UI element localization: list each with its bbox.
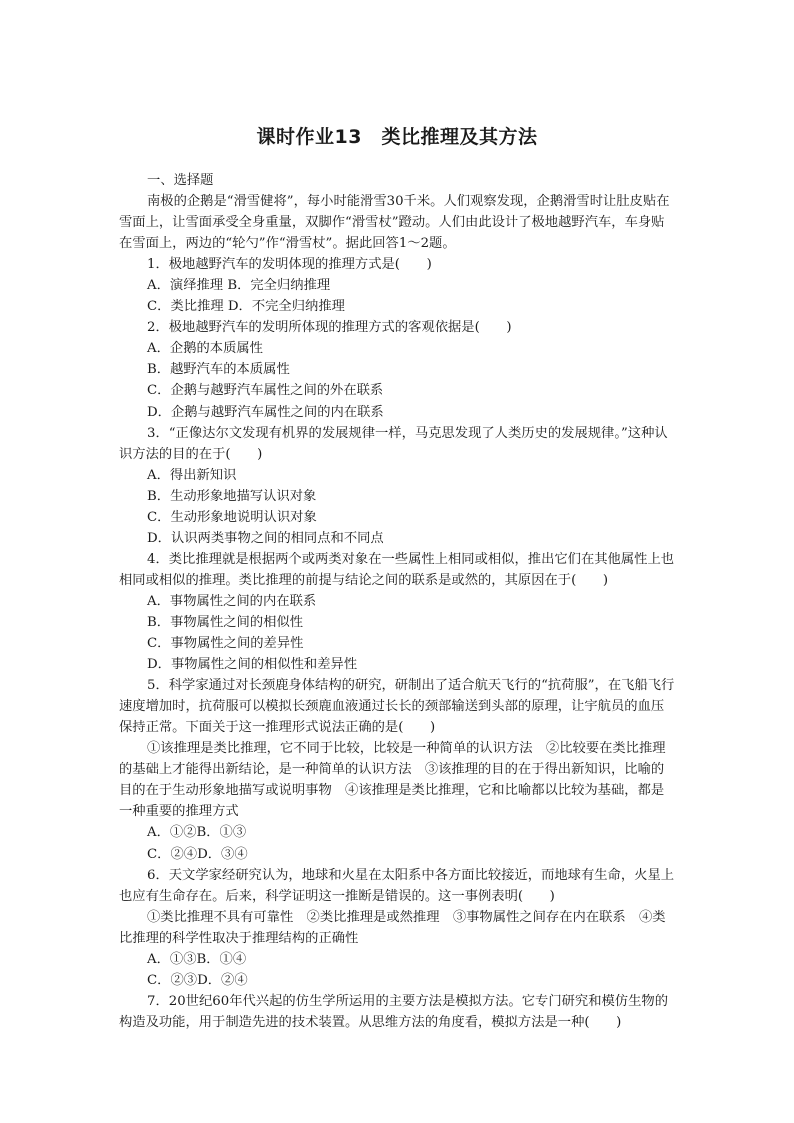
question-2-option-a: A．企鹅的本质属性 [147, 341, 263, 357]
question-6-statements: ①类比推理不具有可靠性 ②类比推理是或然推理 ③事物属性之间存在内在联系 ④类比推理的科学性取决于推理结构的正确性 [119, 909, 666, 946]
question-2-option-c: C．企鹅与越野汽车属性之间的外在联系 [147, 383, 384, 399]
page-title: 课时作业13 类比推理及其方法 [256, 126, 538, 148]
question-2-stem: 2．极地越野汽车的发明所体现的推理方式的客观依据是( ) [147, 320, 512, 336]
question-5-statements: ①该推理是类比推理，它不同于比较，比较是一种简单的认识方法 ②比较要在类比推理的基础上才能得出新结论，是一种简单的认识方法 ③该推理的目的在于得出新知识，比喻的目的在于生动形象地描写或说明事物 ④该推理是类比推理，它和比喻都以比较为基础，都是一种重要的推理方式 [119, 741, 666, 820]
question-5-options-cd: C．②④D．③④ [147, 846, 248, 862]
question-6-options-cd: C．②③D．②④ [147, 972, 248, 988]
question-3-option-a: A．得出新知识 [147, 467, 237, 483]
question-4-stem: 4．类比推理就是根据两个或两类对象在一些属性上相同或相似，推出它们在其他属性上也相同或相似的推理。类比推理的前提与结论之间的联系是或然的，其原因在于( ) [119, 551, 675, 588]
question-3-option-d: D．认识两类事物之间的相同点和不同点 [147, 530, 384, 546]
question-2-option-b: B．越野汽车的本质属性 [147, 362, 290, 378]
question-3-option-c: C．生动形象地说明认识对象 [147, 509, 317, 525]
question-5-stem: 5．科学家通过对长颈鹿身体结构的研究，研制出了适合航天飞行的“抗荷服”，在飞船飞行速度增加时，抗荷服可以模拟长颈鹿血液通过长长的颈部输送到头部的原理，让宇航员的血压保持正常。下面关于这一推理形式说法正确的是( ) [119, 678, 675, 736]
question-6-options-ab: A．①③B．①④ [147, 951, 247, 967]
question-3-option-b: B．生动形象地描写认识对象 [147, 488, 317, 504]
section-heading: 一、选择题 [147, 173, 214, 188]
question-4-option-d: D．事物属性之间的相似性和差异性 [147, 657, 358, 673]
question-4-option-b: B．事物属性之间的相似性 [147, 614, 304, 630]
question-5-options-ab: A．①②B．①③ [147, 825, 247, 841]
intro-passage: 南极的企鹅是“滑雪健将”，每小时能滑雪30千米。人们观察发现，企鹅滑雪时让肚皮贴在雪面上，让雪面承受全身重量，双脚作“滑雪杖”蹬动。人们由此设计了极地越野汽车，车身贴在雪面上，两边的“轮勺”作“滑雪杖”。据此回答1～2题。 [119, 194, 670, 252]
question-1-stem: 1．极地越野汽车的发明体现的推理方式是( ) [147, 257, 432, 273]
question-4-option-c: C．事物属性之间的差异性 [147, 636, 304, 652]
document-body [119, 170, 676, 1033]
question-7-stem: 7．20世纪60年代兴起的仿生学所运用的主要方法是模拟方法。它专门研究和模仿生物的构造及功能，用于制造先进的技术装置。从思维方法的角度看，模拟方法是一种( ) [119, 993, 668, 1030]
question-1-options-ab: A．演绎推理 B．完全归纳推理 [147, 278, 331, 294]
question-4-option-a: A．事物属性之间的内在联系 [147, 593, 317, 609]
question-6-stem: 6．天文学家经研究认为，地球和火星在太阳系中各方面比较接近，而地球有生命，火星上也应有生命存在。后来，科学证明这一推断是错误的。这一事例表明( ) [119, 867, 675, 904]
question-3-stem: 3．“正像达尔文发现有机界的发展规律一样，马克思发现了人类历史的发展规律。”这种认识方法的目的在于( ) [119, 425, 668, 462]
question-2-option-d: D．企鹅与越野汽车属性之间的内在联系 [147, 404, 384, 420]
question-1-options-cd: C．类比推理 D．不完全归纳推理 [147, 299, 345, 315]
